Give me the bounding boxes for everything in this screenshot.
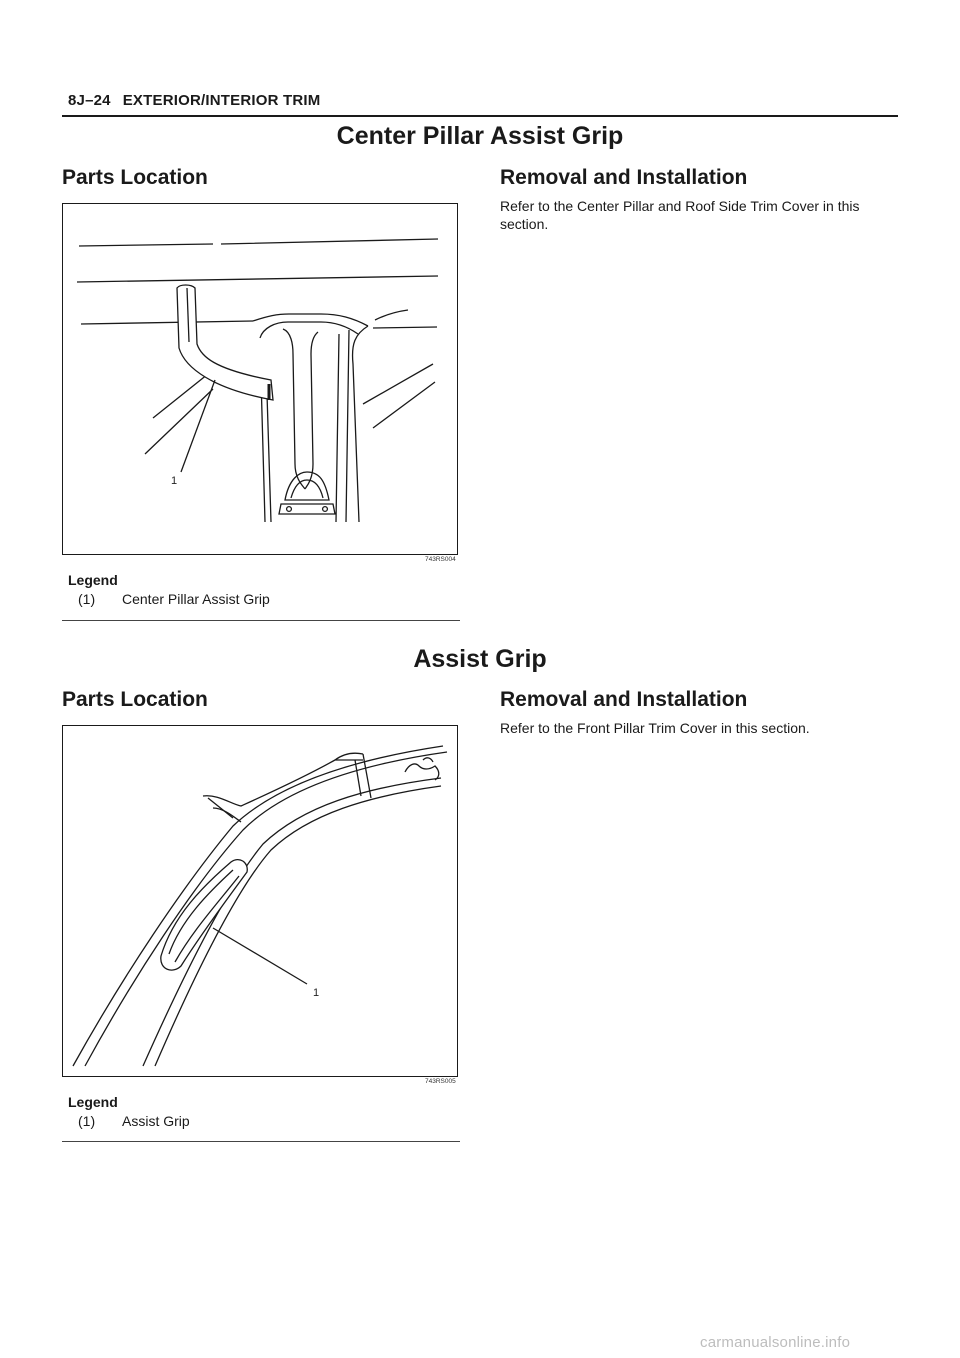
legend-label: Center Pillar Assist Grip [122, 591, 270, 607]
figure-assist-grip [62, 725, 458, 1077]
legend-title-2: Legend [68, 1094, 118, 1110]
watermark: carmanualsonline.info [700, 1334, 851, 1351]
figure-center-pillar [62, 203, 458, 555]
legend-title-1: Legend [68, 572, 118, 588]
section-title-center-pillar: Center Pillar Assist Grip [336, 122, 624, 150]
removal-text-1: Refer to the Center Pillar and Roof Side Trim Cover in this section. [500, 198, 860, 232]
section-name: EXTERIOR/INTERIOR TRIM [122, 92, 321, 109]
center-pillar-illustration [63, 204, 457, 554]
legend-num: (1) [78, 1113, 96, 1129]
section-title-assist-grip: Assist Grip [413, 645, 547, 673]
legend-num: (1) [78, 591, 96, 607]
page-header [68, 92, 320, 109]
assist-grip-illustration [63, 726, 457, 1076]
figure-code-2: 743RS005 [425, 1078, 456, 1085]
removal-heading-2: Removal and Installation [500, 688, 748, 711]
callout-2: 1 [313, 987, 320, 999]
parts-location-heading-2: Parts Location [62, 688, 208, 711]
removal-text-2: Refer to the Front Pillar Trim Cover in this section. [500, 720, 810, 736]
removal-heading-1: Removal and Installation [500, 166, 748, 189]
figure-code-1: 743RS004 [425, 556, 456, 563]
page-code: 8J–24 [68, 92, 111, 109]
callout-1: 1 [171, 475, 178, 487]
header-rule [62, 115, 898, 117]
legend-rule-2 [62, 1141, 460, 1142]
parts-location-heading-1: Parts Location [62, 166, 208, 189]
legend-label: Assist Grip [122, 1113, 190, 1129]
legend-item-1 [78, 591, 270, 607]
legend-item-2 [78, 1113, 190, 1129]
legend-rule-1 [62, 620, 460, 621]
